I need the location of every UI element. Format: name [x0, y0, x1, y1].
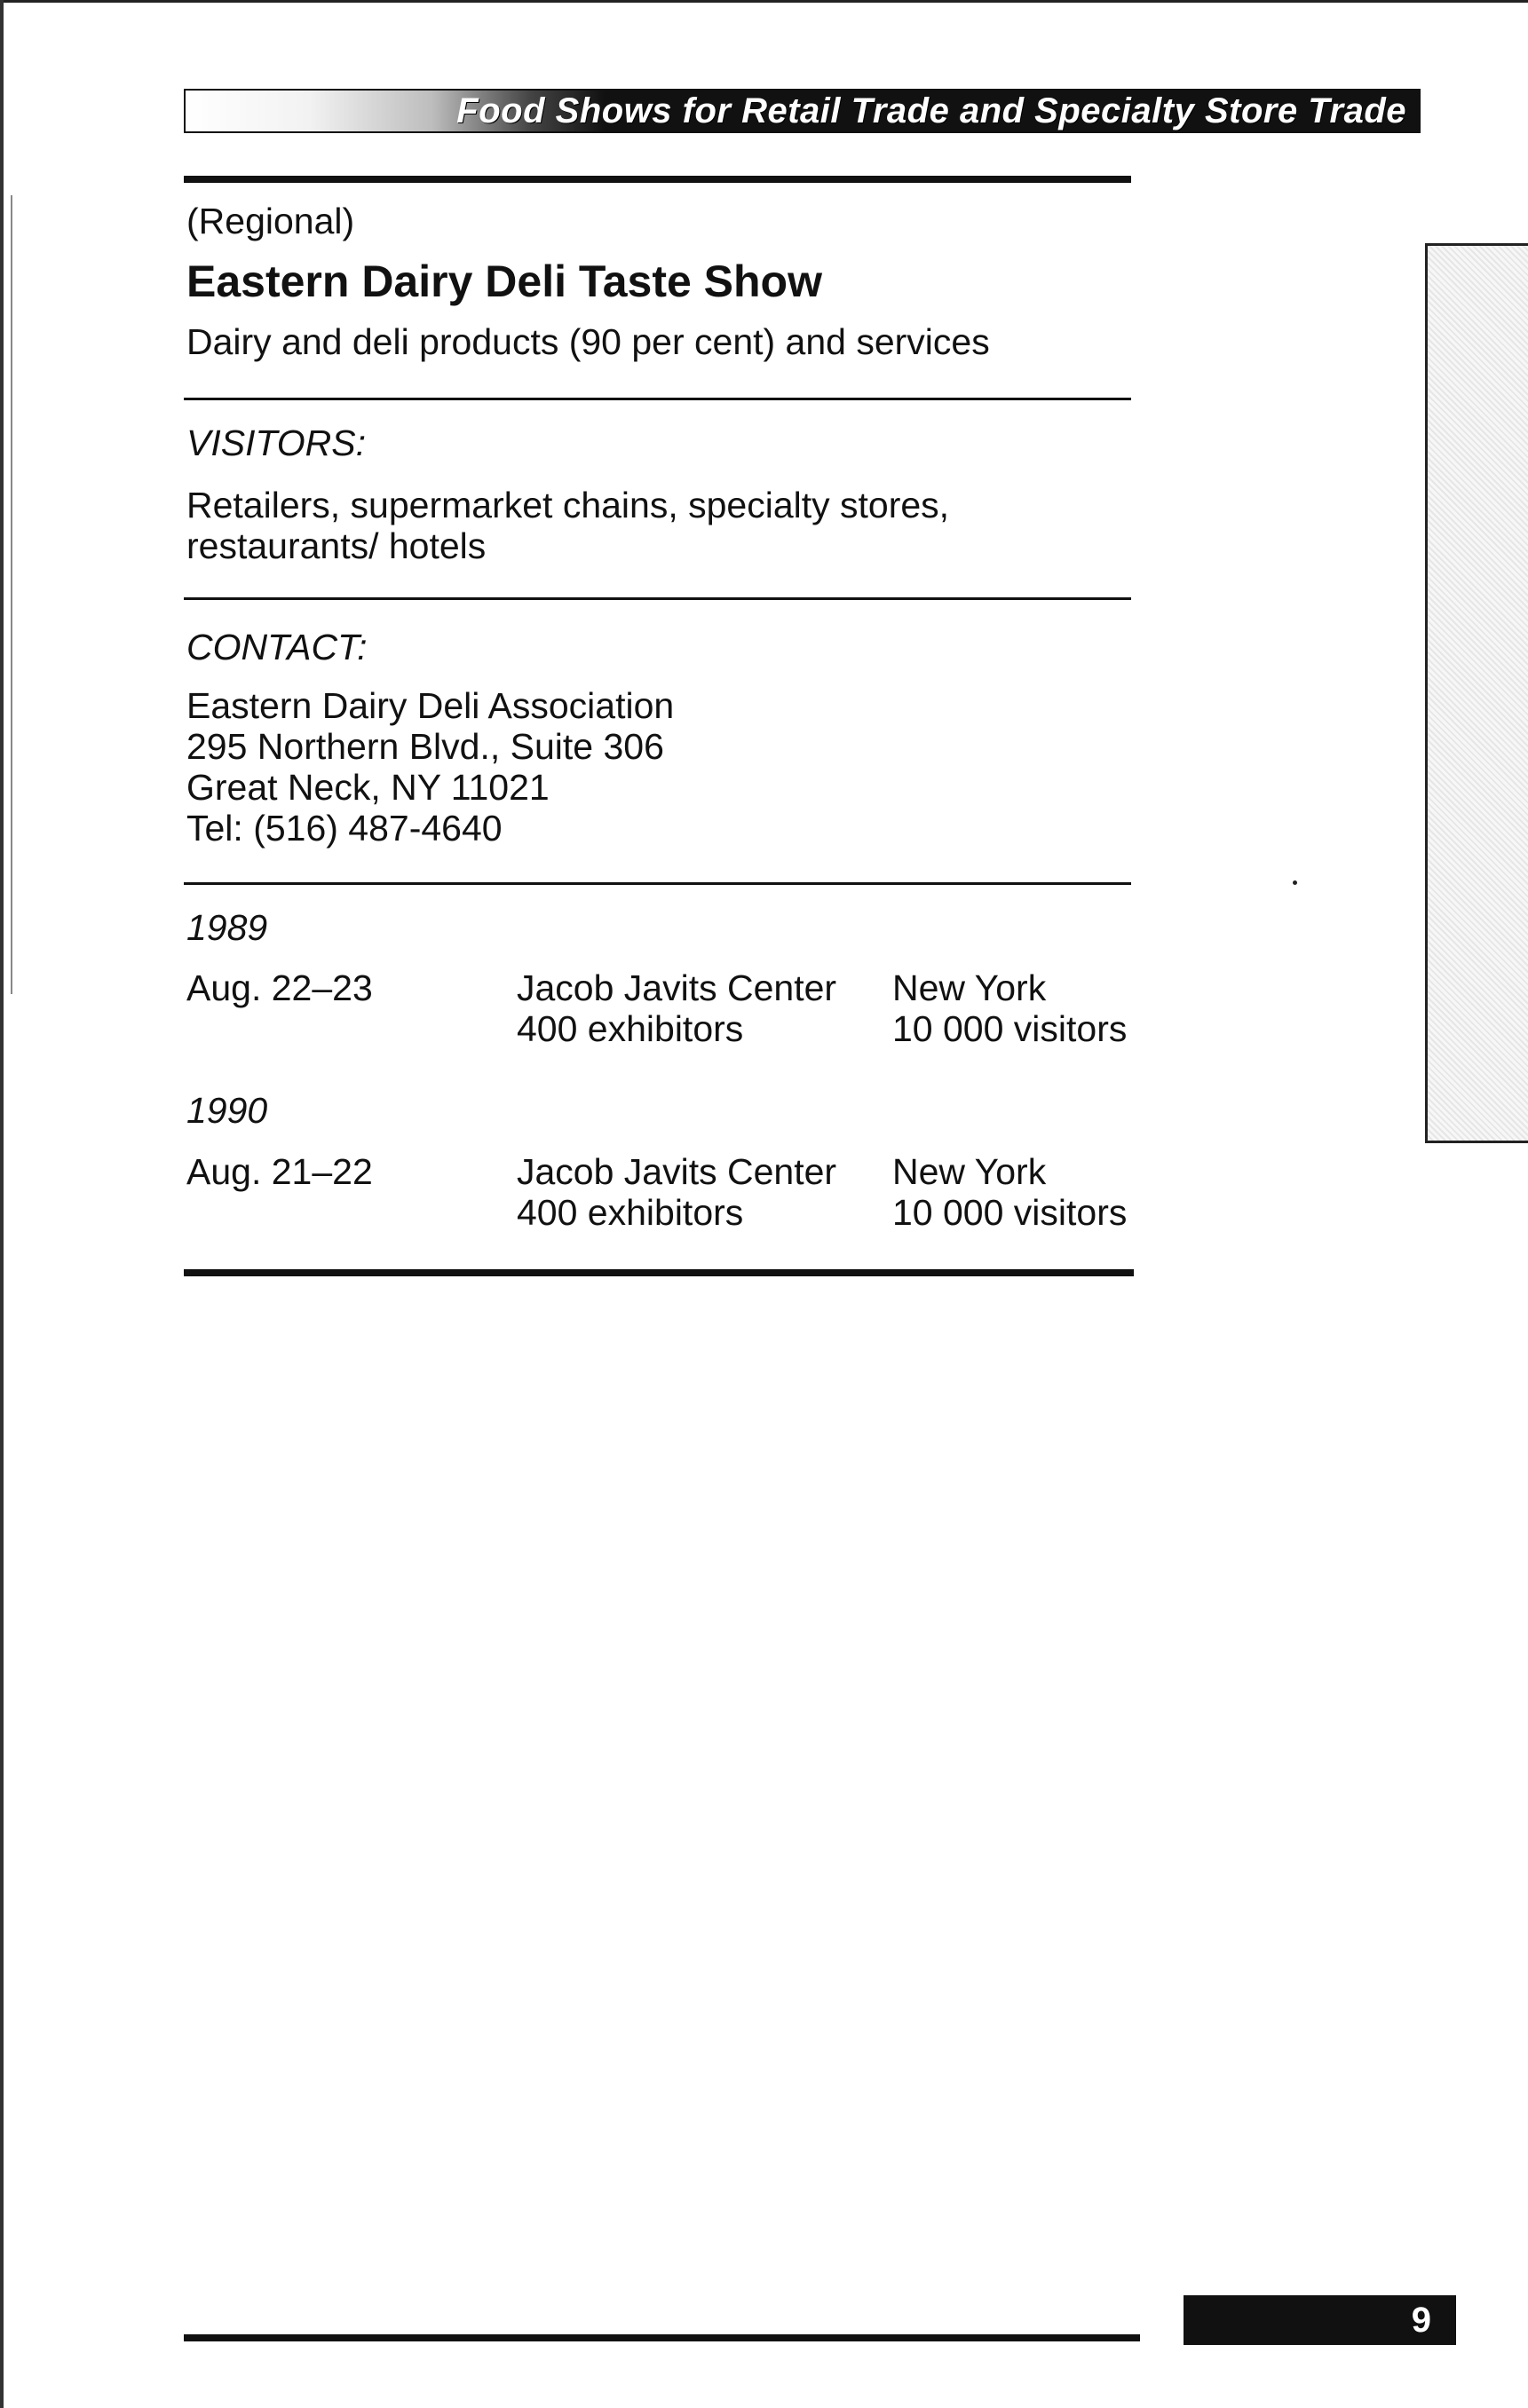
event-date: Aug. 22–23 [186, 967, 373, 1008]
event-year: 1990 [186, 1090, 268, 1131]
top-rule [184, 176, 1131, 183]
event-venue-block [517, 1151, 836, 1233]
event-exhibitors: 400 exhibitors [517, 1008, 744, 1049]
event-visitors: 10 000 visitors [892, 1192, 1128, 1233]
contact-label: CONTACT: [186, 627, 368, 667]
banner-title: Food Shows for Retail Trade and Specialty Store Trade [456, 91, 1406, 130]
show-category: (Regional) [186, 201, 355, 241]
contact-block [186, 685, 674, 849]
visitors-label: VISITORS: [186, 422, 367, 463]
bottom-rule [184, 1269, 1134, 1276]
event-year: 1989 [186, 907, 268, 948]
event-row [186, 967, 1136, 1056]
event-city: New York [892, 1151, 1047, 1192]
page-edge-top [0, 0, 1528, 3]
divider [184, 882, 1131, 885]
event-venue-block [517, 967, 836, 1049]
header-banner [184, 89, 1421, 133]
event-row [186, 1151, 1136, 1240]
speck-mark [1293, 880, 1297, 885]
page-number-box [1184, 2295, 1456, 2345]
show-description: Dairy and deli products (90 per cent) and services [186, 321, 990, 362]
contact-phone: Tel: (516) 487-4640 [186, 808, 503, 849]
event-city-block [892, 967, 1127, 1049]
event-date: Aug. 21–22 [186, 1151, 373, 1192]
page-number: 9 [1411, 2300, 1431, 2340]
visitors-text: Retailers, supermarket chains, specialty stores, restaurants/ hotels [186, 485, 950, 566]
divider [184, 597, 1131, 600]
contact-organization: Eastern Dairy Deli Association [186, 685, 675, 726]
divider [184, 398, 1131, 400]
event-venue: Jacob Javits Center [517, 967, 837, 1008]
event-city-block [892, 1151, 1127, 1233]
event-venue: Jacob Javits Center [517, 1151, 837, 1192]
event-city: New York [892, 967, 1047, 1008]
footer-rule [184, 2334, 1140, 2341]
show-title: Eastern Dairy Deli Taste Show [186, 257, 822, 306]
page-edge-shadow [11, 195, 12, 994]
event-visitors: 10 000 visitors [892, 1008, 1128, 1049]
side-tab-decoration [1425, 243, 1528, 1143]
contact-address: 295 Northern Blvd., Suite 306 [186, 726, 664, 767]
contact-city: Great Neck, NY 11021 [186, 767, 550, 808]
event-exhibitors: 400 exhibitors [517, 1192, 744, 1233]
page-edge-left [0, 0, 4, 2408]
